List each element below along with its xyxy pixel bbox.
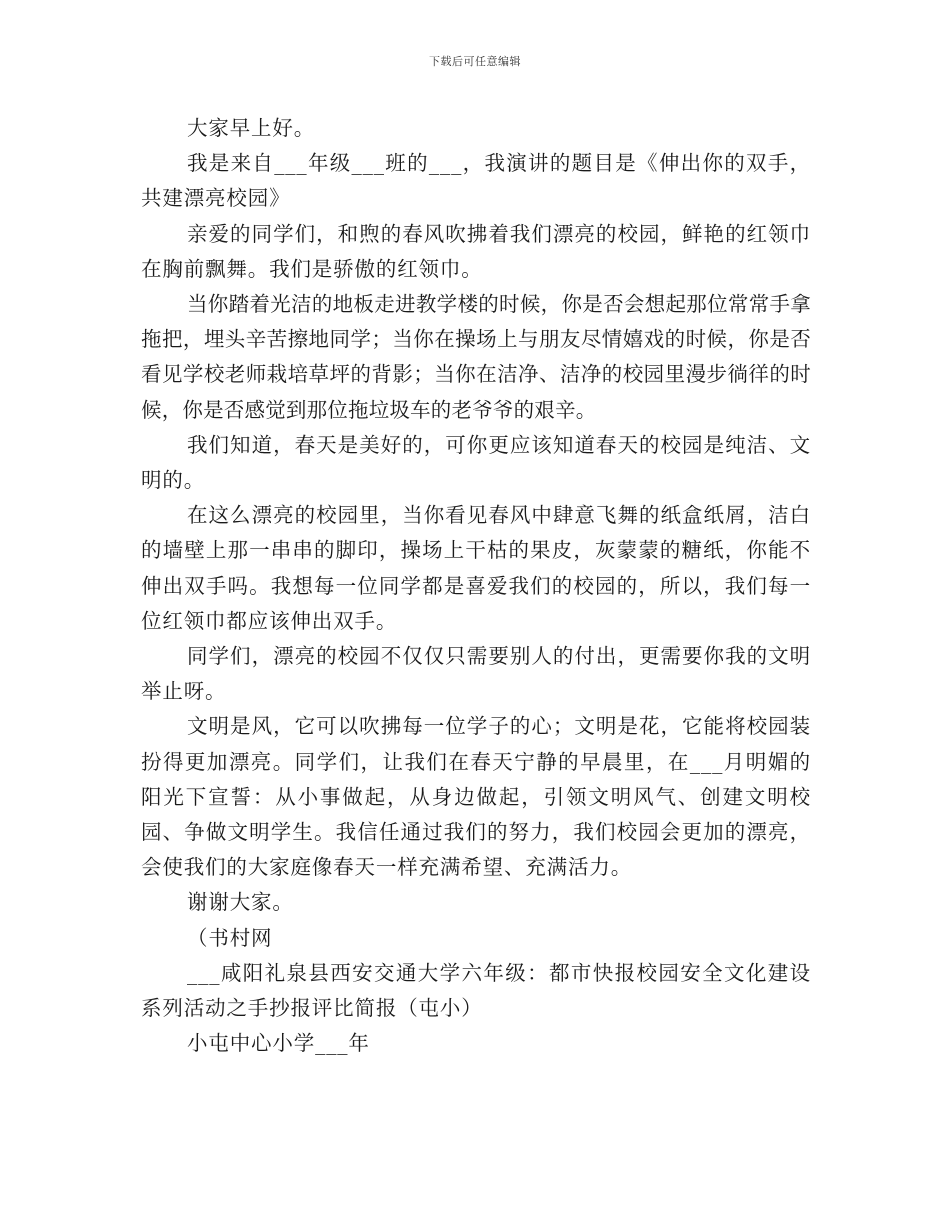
paragraph-spring: 我们知道，春天是美好的，可你更应该知道春天的校园是纯洁、文明的。 xyxy=(141,432,811,493)
document-body xyxy=(141,111,811,1061)
paragraph-pledge: 文明是风，它可以吹拂每一位学子的心；文明是花，它能将校园装扮得更加漂亮。同学们，让我们在春天宁静的早晨里，在___月明媚的阳光下宣誓：从小事做起，从身边做起，引领文明风气、创建文明校园、争做文明学生。我信任通过我们的努力，我们校园会更加的漂亮，会使我们的大家庭像春天一样充满希望、充满活力。 xyxy=(141,714,811,880)
paragraph-introduction: 我是来自___年级___班的___，我演讲的题目是《伸出你的双手，共建漂亮校园》 xyxy=(141,151,811,211)
paragraph-school: 小屯中心小学___年 xyxy=(187,1031,370,1056)
paragraph-greeting: 大家早上好。 xyxy=(187,116,316,140)
paragraph-address: 亲爱的同学们，和煦的春风吹拂着我们漂亮的校园，鲜艳的红领巾在胸前飘舞。我们是骄傲的红领巾。 xyxy=(141,221,811,281)
paragraph-report-title: ___咸阳礼泉县西安交通大学六年级：都市快报校园安全文化建设系列活动之手抄报评比简报（屯小） xyxy=(141,960,811,1021)
page-header: 下载后可任意编辑 xyxy=(429,55,521,68)
paragraph-scenes: 当你踏着光洁的地板走进教学楼的时候，你是否会想起那位常常手拿拖把，埋头辛苦擦地同学；当你在操场上与朋友尽情嬉戏的时候，你是否看见学校老师栽培草坪的背影；当你在洁净、洁净的校园里漫步徜徉的时候，你是否感觉到那位拖垃圾车的老爷爷的艰辛。 xyxy=(141,292,811,422)
paragraph-civility: 同学们，漂亮的校园不仅仅只需要别人的付出，更需要你我的文明举止呀。 xyxy=(141,644,811,704)
paragraph-litter: 在这么漂亮的校园里，当你看见春风中肆意飞舞的纸盒纸屑，洁白的墙壁上那一串串的脚印，操场上干枯的果皮，灰蒙蒙的糖纸，你能不伸出双手吗。我想每一位同学都是喜爱我们的校园的，所以，我们每一位红领巾都应该伸出双手。 xyxy=(141,503,811,633)
paragraph-thanks: 谢谢大家。 xyxy=(187,890,294,915)
paragraph-source: （书村网 xyxy=(187,925,273,950)
